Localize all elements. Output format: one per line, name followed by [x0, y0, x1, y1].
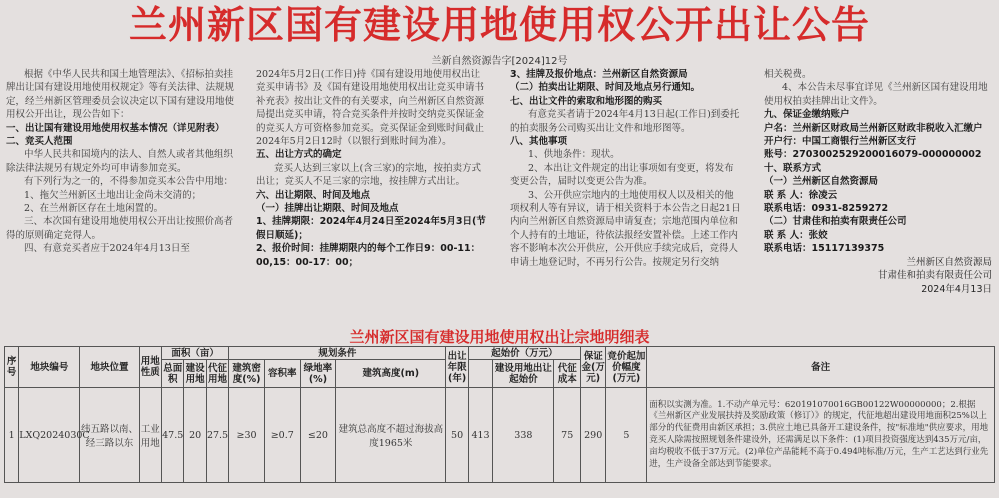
header-density: 建筑密度(%) [229, 360, 265, 388]
header-term: 出让年限(年) [446, 347, 468, 388]
header-start-road: 代征成本 [554, 360, 581, 388]
cell-green: ≤20 [300, 388, 336, 483]
cell-remark: 面积以实测为准。1.不动产单元号：620191070016GB00122W00000000；2.根据《兰州新区产业发展扶持及奖励政策（修订）》的规定，代征地超出建设用地面积25%以上部分的代征费用由新区承担；3.供应土地已具备开工建设条件，按"标准地"供应要求，用地竞买人除需按照规划条件建设外，还需满足以下条件：(1)项目投资强度达到435万元/亩，亩均税收不低于37万元。(2)单位产品能耗不高于0.494吨标准/万元，生产工艺达到行业先进，生产设备全部达到节能要求。 [647, 388, 995, 483]
paragraph: 1、供地条件：现状。 [528, 149, 620, 161]
notice-column-4 [764, 68, 992, 296]
paragraph: 相关税费。 [764, 69, 812, 80]
notice-column-2 [256, 68, 488, 269]
paragraph: 四、有意竞买者应于2024年4月13日至 [24, 243, 190, 255]
section-heading: 联系电话：0931-8259272 [764, 203, 889, 215]
paragraph: 中华人民共和国境内的法人、自然人或者其他组织除法律法规另有规定外均可申请参加竞买。 [6, 149, 234, 174]
section-heading: （二）拍卖出让期限、时间及地点另行通知。 [510, 82, 701, 94]
cell-far: ≥0.7 [264, 388, 300, 483]
header-plan: 规划条件 [229, 347, 446, 360]
paragraph: 竞买人达到三家以上(含三家)的宗地，按拍卖方式出让；竞买人不足三家的宗地，按挂牌方式出让。 [256, 162, 481, 188]
cell-location: 纬五路以南、经三路以东 [80, 388, 139, 483]
header-area: 面积（亩） [161, 347, 228, 360]
notice-title: 兰州新区国有建设用地使用权公开出让公告 [128, 3, 870, 47]
header-increment: 竞价起加价幅度(万元) [606, 347, 647, 388]
paragraph: 有意竞买者请于2024年4月13日起(工作日)到委托的拍卖服务公司购买出让文件和地形图等。 [510, 109, 740, 134]
section-heading: 联 系 人：徐凌云 [764, 189, 838, 201]
section-heading: 一、出让国有建设用地使用权基本情况（详见附表） [6, 122, 225, 134]
section-heading: 五、出让方式的确定 [256, 149, 342, 161]
signature-line: 2024年4月13日 [921, 283, 992, 295]
header-start-total [468, 360, 492, 388]
header-area-road: 代征用地 [206, 360, 228, 388]
cell-seq: 1 [5, 388, 19, 483]
paragraph: 4、本公告未尽事宜详见《兰州新区国有建设用地使用权拍卖挂牌出让文件》。 [764, 82, 988, 107]
land-table-title: 兰州新区国有建设用地使用权出让宗地明细表 [349, 328, 650, 346]
cell-code: LXQ2024030C [19, 388, 80, 483]
section-heading: 八、其他事项 [510, 136, 568, 148]
header-use: 用地性质 [139, 347, 161, 388]
paragraph: 2、在兰州新区存在土地闲置的。 [24, 203, 164, 215]
cell-area-road: 27.5 [206, 388, 228, 483]
notice-column-1 [6, 68, 234, 256]
table-row [5, 388, 995, 483]
cell-term: 50 [446, 388, 468, 483]
paragraph: 2、本出让文件规定的出让事项如有变更，将发布变更公告，届时以变更公告为准。 [510, 162, 734, 188]
cell-height: 建筑总高度不超过海拔高度1965米 [336, 388, 446, 483]
section-heading: 3、挂牌及报价地点：兰州新区自然资源局 [510, 69, 688, 80]
paragraph: 2024年5月2日(工作日)持《国有建设用地使用权出让竞买申请书》及《国有建设用地使用权出让竞买申请书补充表》按出让文件的有关要求，向兰州新区自然资源局提出竞买申请，符合竞买条件并按时交纳竞买保证金的竞买人方可资格参加竞买。竞买保证金到账时间截止2024年5月2日12时（以银行到账时间为准）。 [256, 69, 485, 148]
paragraph: 三、本次国有建设用地使用权公开出让按照价高者得的原则确定竞得人。 [6, 216, 234, 241]
section-heading: 九、保证金缴纳账户 [764, 109, 850, 121]
cell-density: ≥30 [229, 388, 265, 483]
cell-start-road: 75 [554, 388, 581, 483]
section-heading: 1、挂牌期限：2024年4月24日至2024年5月3日(节假日顺延)； [256, 216, 486, 241]
section-heading: 二、竞买人范围 [6, 136, 73, 148]
header-far: 容积率 [264, 360, 300, 388]
section-heading: 账号：2703002529200016079-000000002 [764, 149, 982, 161]
section-heading: 联系电话：15117139375 [764, 243, 885, 255]
notice-column-3 [510, 68, 742, 269]
cell-increment: 5 [606, 388, 647, 483]
land-parcel-table [4, 346, 995, 483]
section-heading: 户名：兰州新区财政局兰州新区财政非税收入汇缴户 [764, 122, 983, 134]
header-area-total: 总面积 [161, 360, 183, 388]
header-height: 建筑高度(m) [336, 360, 446, 388]
cell-start-total: 413 [468, 388, 492, 483]
cell-use: 工业用地 [139, 388, 161, 483]
header-area-build: 建设用地 [184, 360, 206, 388]
section-heading: （一）挂牌出让期限、时间及地点 [256, 203, 399, 215]
header-location: 地块位置 [80, 347, 139, 388]
header-green: 绿地率(%) [300, 360, 336, 388]
paragraph: 1、拖欠兰州新区土地出让金尚未交清的； [24, 189, 202, 201]
section-heading: （二）甘肃佳和拍卖有限责任公司 [764, 216, 907, 228]
document-number: 兰新自然资源告字[2024]12号 [431, 56, 568, 67]
signature-line: 甘肃佳和拍卖有限责任公司 [877, 270, 992, 282]
header-remark: 备注 [647, 347, 995, 388]
section-heading: 七、出让文件的索取和地形图的购买 [510, 95, 663, 107]
header-code: 地块编号 [19, 347, 80, 388]
cell-area-total: 47.5 [161, 388, 183, 483]
header-start-price: 起始价（万元） [468, 347, 580, 360]
section-heading: 联 系 人：张姣 [764, 229, 828, 241]
signature-line: 兰州新区自然资源局 [906, 256, 992, 268]
header-seq: 序号 [5, 347, 19, 388]
section-heading: 十、联系方式 [764, 162, 822, 174]
header-deposit: 保证金(万元) [580, 347, 605, 388]
header-start-build: 建设用地出让起始价 [493, 360, 554, 388]
cell-deposit: 290 [580, 388, 605, 483]
section-heading: 2、报价时间：挂牌期限内的每个工作日9：00-11：00,15：00-17：00； [256, 243, 481, 268]
section-heading: 开户行：中国工商银行兰州新区支行 [764, 136, 917, 148]
paragraph: 有下列行为之一的，不得参加竞买本公告中用地： [24, 176, 234, 188]
section-heading: 六、出让期限、时间及地点 [256, 189, 371, 201]
cell-area-build: 20 [184, 388, 206, 483]
paragraph: 根据《中华人民共和国土地管理法》、《招标拍卖挂牌出让国有建设用地使用权规定》等有关法律、法规规定，经兰州新区管理委员会议决定以下国有建设用地使用权公开出让，现公告如下： [6, 69, 235, 121]
paragraph: 3、公开供应宗地内的土地使用权人以及相关的他项权利人等有异议，请于相关资料于本公告之日起21日内向兰州新区自然资源局申请复查；宗地范围内单位和个人持有的土地证，待依法报经安置补偿。上述工作内容不影响本次公开供应，公开供应手续完成后，竞得人申请土地登记时，不再另行公告。按规定另行交纳 [510, 189, 741, 268]
section-heading: （一）兰州新区自然资源局 [764, 176, 879, 188]
cell-start-build: 338 [493, 388, 554, 483]
